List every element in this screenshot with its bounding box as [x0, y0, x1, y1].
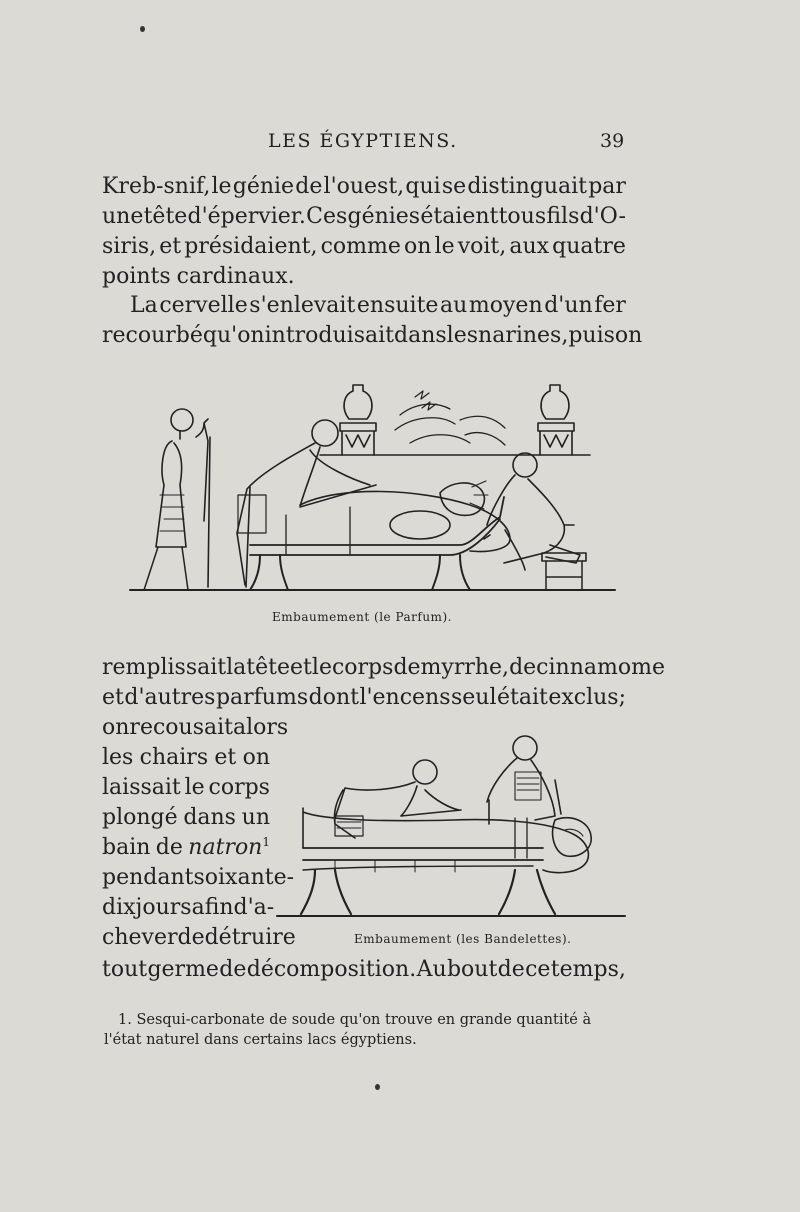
word: décomposition.: [246, 957, 417, 982]
natron-term: [188, 834, 270, 862]
page-number: 39: [600, 130, 625, 152]
word: tête: [246, 655, 291, 680]
word: germe: [147, 957, 219, 982]
word: le: [434, 234, 455, 259]
word: une: [102, 204, 144, 229]
embalming-bandages-illustration: [275, 720, 630, 920]
word: chairs: [139, 745, 209, 770]
word: siris,: [102, 234, 157, 259]
word: exclus;: [548, 685, 626, 710]
word: dont: [308, 685, 359, 710]
text-line: [102, 684, 626, 712]
word: bain: [102, 835, 151, 860]
word: aux: [509, 234, 550, 259]
text-line: [102, 834, 270, 862]
text-line: [102, 804, 270, 832]
word: La: [130, 293, 158, 318]
word: voit,: [457, 234, 507, 259]
word: remplissait: [102, 655, 227, 680]
word: génie: [232, 174, 295, 199]
word: l'ouest,: [323, 174, 405, 199]
natron-word: natron: [188, 835, 263, 860]
word: la: [226, 655, 247, 680]
running-header: [0, 130, 800, 160]
word: narines,: [478, 323, 569, 348]
text-line: [102, 774, 270, 802]
word: génies: [347, 204, 421, 229]
text-line: [102, 864, 295, 892]
word: Kreb-snif,: [102, 174, 211, 199]
word: le: [184, 775, 205, 800]
text-line: [102, 233, 626, 261]
text-line: [102, 322, 643, 350]
word: dans: [394, 323, 447, 348]
figure2-caption: Embaumement (les Bandelettes).: [354, 932, 572, 946]
text-line: [130, 292, 626, 320]
word: corps: [331, 655, 394, 680]
word: se: [441, 174, 467, 199]
ink-dot: [375, 1084, 380, 1090]
word: dix: [102, 895, 136, 920]
figure1-caption: Embaumement (le Parfum).: [272, 610, 452, 624]
footnote-line: l'état naturel dans certains lacs égyptiens.: [104, 1032, 417, 1048]
word: on: [102, 715, 130, 740]
word: puis: [568, 323, 615, 348]
word: comme: [320, 234, 401, 259]
word: soixante-: [193, 865, 295, 890]
word: plongé: [102, 805, 178, 830]
word: de: [509, 655, 537, 680]
word: de: [393, 655, 421, 680]
word: moyen: [468, 293, 543, 318]
word: d'épervier.: [187, 204, 306, 229]
word: introduisait: [264, 323, 394, 348]
word: on: [404, 234, 432, 259]
word: bout: [446, 957, 498, 982]
word: pendant: [102, 865, 194, 890]
word: le: [211, 174, 232, 199]
word: le: [311, 655, 332, 680]
word: recousait: [129, 715, 233, 740]
embalming-perfume-illustration: [110, 375, 630, 595]
word: laissait: [102, 775, 181, 800]
word: était: [497, 685, 548, 710]
word: chever: [102, 925, 178, 950]
word: de: [219, 957, 247, 982]
word: de: [295, 174, 323, 199]
word: par: [588, 174, 626, 199]
word: et: [159, 234, 182, 259]
word: les: [102, 745, 134, 770]
word: d'O-: [579, 204, 626, 229]
word: tout: [102, 957, 148, 982]
word: fils: [546, 204, 580, 229]
word: tous: [498, 204, 547, 229]
word: alors: [232, 715, 289, 740]
word: l'encens: [359, 685, 451, 710]
word: on: [242, 745, 270, 770]
word: cinnamome: [536, 655, 665, 680]
word: étaient: [420, 204, 499, 229]
word: d'un: [544, 293, 593, 318]
word: et: [290, 655, 312, 680]
word: au: [440, 293, 468, 318]
word: myrrhe,: [420, 655, 510, 680]
running-title: LES ÉGYPTIENS.: [268, 130, 458, 152]
word: de: [155, 835, 183, 860]
word: corps: [208, 775, 270, 800]
word: parfums: [215, 685, 309, 710]
word: fer: [594, 293, 626, 318]
word: ensuite: [356, 293, 439, 318]
word: d'autres: [124, 685, 216, 710]
word: et: [102, 685, 124, 710]
text-line: [102, 203, 626, 231]
text-line: [102, 744, 270, 772]
word: seul: [451, 685, 497, 710]
text-line: [102, 263, 626, 291]
word: les: [446, 323, 479, 348]
text-line: [102, 924, 296, 952]
word: qui: [405, 174, 441, 199]
word: quatre: [552, 234, 626, 259]
word: afin: [191, 895, 234, 920]
word: Au: [416, 957, 447, 982]
word: temps,: [550, 957, 626, 982]
footnote-ref: 1: [262, 835, 270, 849]
text-line: [102, 894, 274, 922]
footnote-line: 1. Sesqui-carbonate de soude qu'on trouve en grande quantité à: [118, 1012, 592, 1028]
text-line: [102, 173, 626, 201]
word: on: [614, 323, 643, 348]
word: tête: [143, 204, 188, 229]
word: un: [241, 805, 270, 830]
text-line: [102, 654, 665, 682]
word: distinguait: [467, 174, 588, 199]
word: cardinaux.: [176, 264, 295, 289]
word: détruire: [204, 925, 296, 950]
text-line: [102, 714, 289, 742]
word: de: [177, 925, 205, 950]
text-line: [102, 956, 626, 984]
word: dans: [183, 805, 236, 830]
word: s'enlevait: [249, 293, 356, 318]
word: qu'on: [202, 323, 265, 348]
word: et: [214, 745, 237, 770]
word: points: [102, 264, 171, 289]
ink-dot: [140, 26, 145, 32]
word: ce: [525, 957, 551, 982]
word: cervelle: [159, 293, 248, 318]
word: recourbé: [102, 323, 203, 348]
word: de: [497, 957, 525, 982]
word: jours: [135, 895, 192, 920]
word: Ces: [306, 204, 348, 229]
word: d'a-: [233, 895, 275, 920]
word: présidaient,: [184, 234, 318, 259]
